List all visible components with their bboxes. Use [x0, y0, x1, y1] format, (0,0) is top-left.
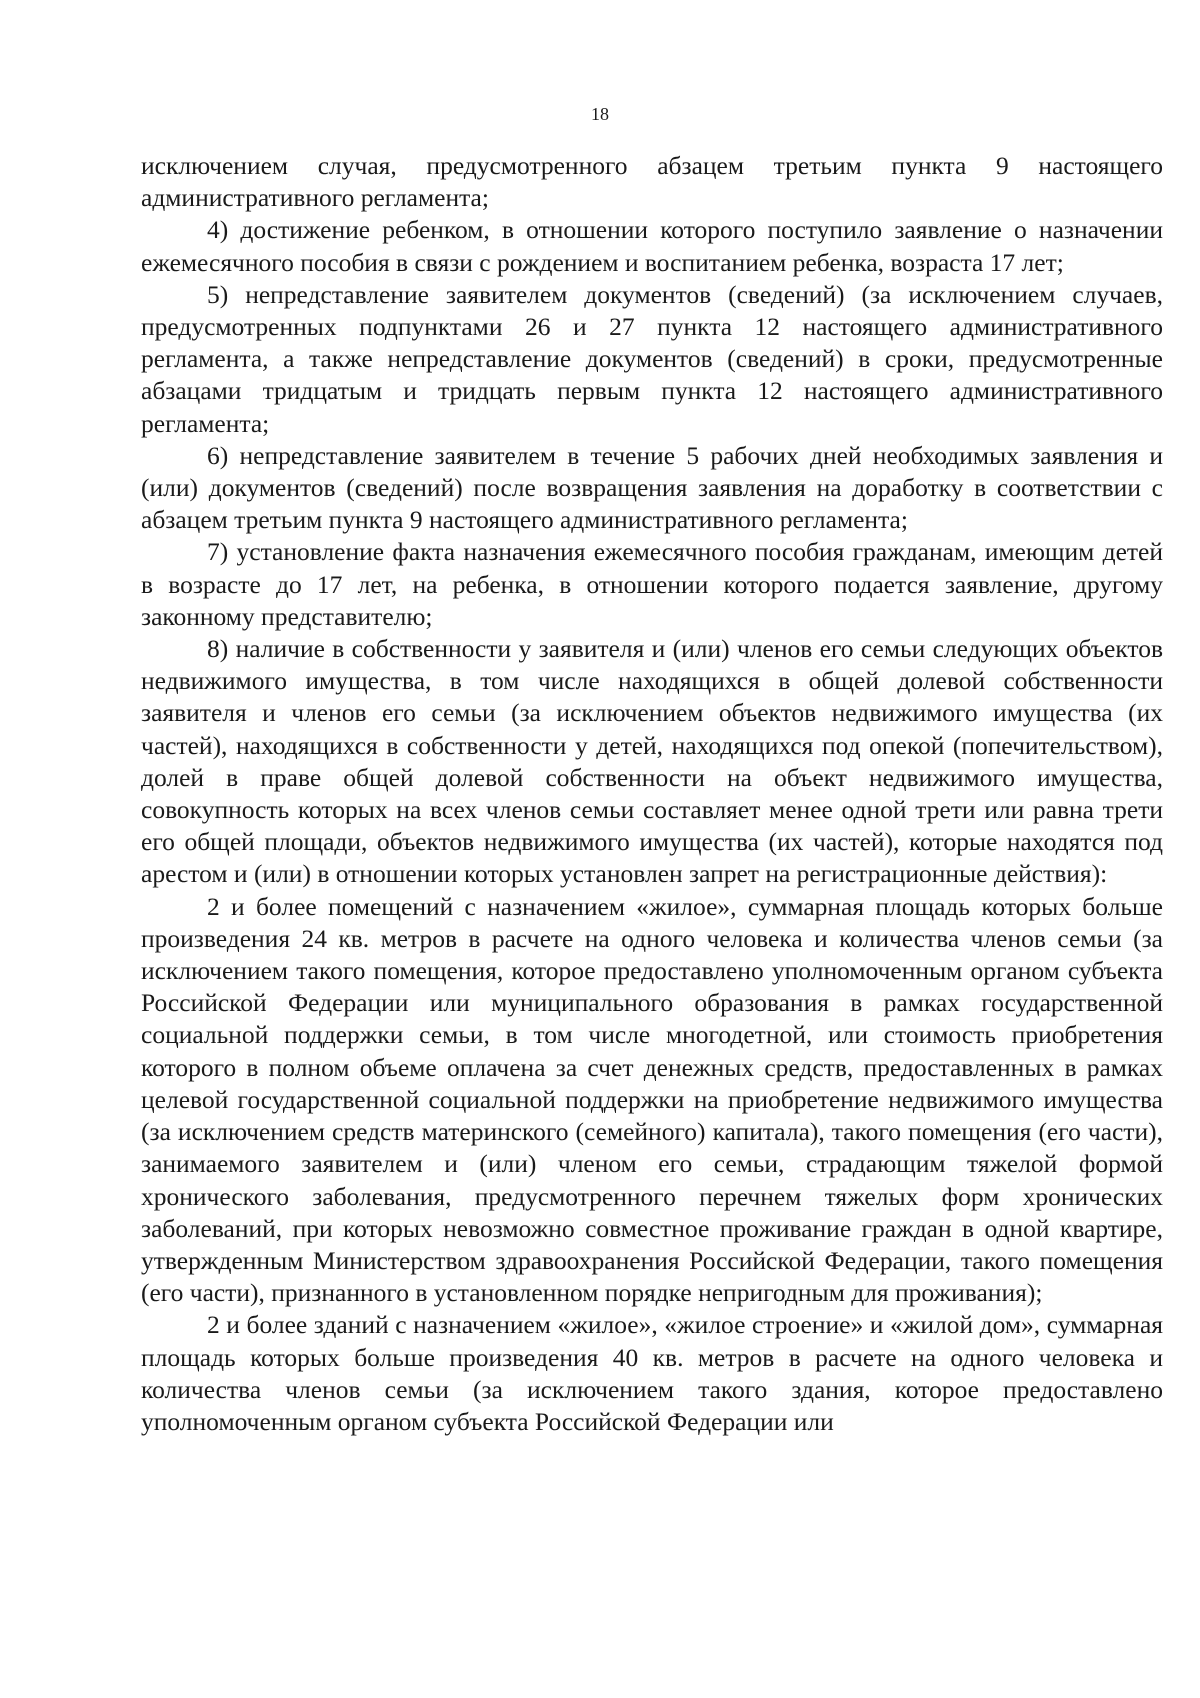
paragraph-item-5: 5) непредставление заявителем документов (сведений) (за исключением случаев, предусмотренных подпунктами 26 и 27 пункта 12 настоящего административного регламента, а также непредставление документов (сведений) в сроки, предусмотренные абзацами тридцатым и тридцать первым пункта 12 настоящего административного регламента; [141, 279, 1163, 438]
paragraph-premises: 2 и более помещений с назначением «жилое», суммарная площадь которых больше произведения 24 кв. метров в расчете на одного человека и количества членов семьи (за исключением такого помещения, которое предоставлено уполномоченным органом субъекта Российской Федерации или муниципального образования в рамках государственной социальной поддержки семьи, в том числе многодетной, или стоимость приобретения которого в полном объеме оплачена за счет денежных средств, предоставленных в рамках целевой государственной социальной поддержки на приобретение недвижимого имущества (за исключением средств материнского (семейного) капитала), такого помещения (его части), занимаемого заявителем и (или) членом его семьи, страдающим тяжелой формой хронического заболевания, предусмотренного перечнем тяжелых форм хронических заболеваний, при которых невозможно совместное проживание граждан в одной квартире, утвержденным Министерством здравоохранения Российской Федерации, такого помещения (его части), признанного в установленном порядке непригодным для проживания); [141, 891, 1163, 1308]
paragraph-item-8: 8) наличие в собственности у заявителя и (или) членов его семьи следующих объектов недвижимого имущества, в том числе находящихся в общей долевой собственности заявителя и членов его семьи (за исключением объектов недвижимого имущества (их частей), находящихся в собственности у детей, находящихся под опекой (попечительством), долей в праве общей долевой собственности на объект недвижимого имущества, совокупность которых на всех членов семьи составляет менее одной трети или равна трети его общей площади, объектов недвижимого имущества (их частей), которые находятся под арестом и (или) в отношении которых установлен запрет на регистрационные действия): [141, 634, 1163, 889]
paragraph-item-7: 7) установление факта назначения ежемесячного пособия гражданам, имеющим детей в возрасте до 17 лет, на ребенка, в отношении которого подается заявление, другому законному представителю; [141, 537, 1163, 631]
paragraph-continuation: исключением случая, предусмотренного абзацем третьим пункта 9 настоящего административного регламента; [141, 151, 1163, 213]
paragraph-item-6: 6) непредставление заявителем в течение 5 рабочих дней необходимых заявления и (или) документов (сведений) после возвращения заявления на доработку в соответствии с абзацем третьим пункта 9 настоящего административного регламента; [141, 440, 1163, 535]
page-number: 18 [591, 104, 609, 124]
paragraph-buildings: 2 и более зданий с назначением «жилое», «жилое строение» и «жилой дом», суммарная площадь которых больше произведения 40 кв. метров в расчете на одного человека и количества членов семьи (за исключением такого здания, которое предоставлено уполномоченным органом субъекта Российской Федерации или [141, 1310, 1163, 1436]
document-body [141, 150, 1163, 1438]
paragraph-item-4: 4) достижение ребенком, в отношении которого поступило заявление о назначении ежемесячного пособия в связи с рождением и воспитанием ребенка, возраста 17 лет; [141, 215, 1163, 277]
